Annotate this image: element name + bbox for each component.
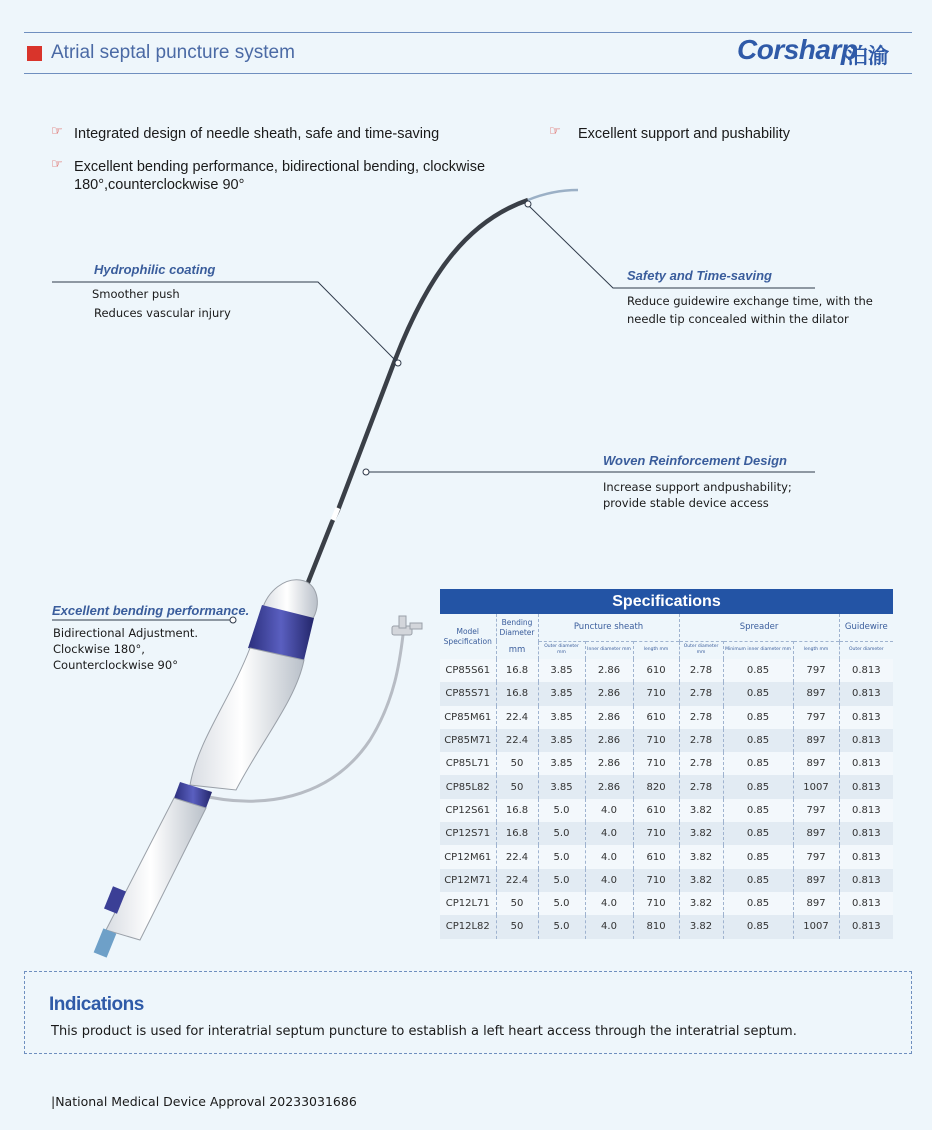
table-cell: 5.0 bbox=[538, 892, 585, 915]
table-cell: 3.85 bbox=[538, 752, 585, 775]
table-cell: 0.85 bbox=[723, 659, 793, 682]
table-cell: 50 bbox=[496, 915, 538, 938]
table-cell: 797 bbox=[793, 799, 839, 822]
table-cell: 3.82 bbox=[679, 822, 723, 845]
table-row bbox=[440, 915, 893, 938]
table-cell: 22.4 bbox=[496, 869, 538, 892]
table-cell: 610 bbox=[633, 659, 679, 682]
callout-text-line: Bidirectional Adjustment. bbox=[53, 626, 199, 640]
table-cell: 3.82 bbox=[679, 799, 723, 822]
table-cell: 2.86 bbox=[585, 752, 633, 775]
table-cell: 820 bbox=[633, 775, 679, 798]
feature-item: Excellent bending performance, bidirectional bending, clockwise bbox=[74, 159, 486, 175]
callout-text-line: Smoother push bbox=[92, 287, 180, 301]
table-row bbox=[440, 775, 893, 798]
callout-text-line: Reduce guidewire exchange time, with the bbox=[627, 294, 873, 308]
header-ps-length: length mm bbox=[633, 641, 679, 659]
table-cell: 1007 bbox=[793, 775, 839, 798]
table-cell: 2.78 bbox=[679, 775, 723, 798]
table-cell: 897 bbox=[793, 869, 839, 892]
table-cell: 710 bbox=[633, 892, 679, 915]
table-cell: CP12L71 bbox=[440, 892, 496, 915]
table-cell: 0.813 bbox=[839, 775, 893, 798]
table-cell: 810 bbox=[633, 915, 679, 938]
feature-item-continued: 180°,counterclockwise 90° bbox=[74, 177, 245, 193]
needle-tip bbox=[528, 190, 578, 200]
table-cell: 2.86 bbox=[585, 706, 633, 729]
table-cell: 5.0 bbox=[538, 822, 585, 845]
table-cell: 3.85 bbox=[538, 706, 585, 729]
table-row bbox=[440, 659, 893, 682]
table-cell: 0.813 bbox=[839, 752, 893, 775]
table-cell: 5.0 bbox=[538, 845, 585, 868]
table-cell: 50 bbox=[496, 892, 538, 915]
table-cell: 0.813 bbox=[839, 869, 893, 892]
table-cell: CP85S61 bbox=[440, 659, 496, 682]
table-cell: 3.82 bbox=[679, 869, 723, 892]
table-cell: 797 bbox=[793, 845, 839, 868]
feature-item: Excellent support and pushability bbox=[578, 126, 790, 142]
table-cell: 0.85 bbox=[723, 845, 793, 868]
table-cell: 22.4 bbox=[496, 845, 538, 868]
table-cell: 5.0 bbox=[538, 799, 585, 822]
table-cell: 2.78 bbox=[679, 752, 723, 775]
table-cell: CP85L82 bbox=[440, 775, 496, 798]
table-cell: CP12L82 bbox=[440, 915, 496, 938]
table-cell: 16.8 bbox=[496, 659, 538, 682]
callout-text-line: Counterclockwise 90° bbox=[53, 658, 178, 672]
handle-body bbox=[190, 648, 304, 790]
callout-title-bending: Excellent bending performance. bbox=[52, 603, 250, 618]
table-cell: 2.78 bbox=[679, 659, 723, 682]
table-cell: CP12M61 bbox=[440, 845, 496, 868]
table-cell: 0.813 bbox=[839, 729, 893, 752]
table-cell: 897 bbox=[793, 892, 839, 915]
table-cell: 0.85 bbox=[723, 729, 793, 752]
indications-box bbox=[24, 971, 912, 1054]
table-cell: 897 bbox=[793, 822, 839, 845]
table-row bbox=[440, 845, 893, 868]
table-row bbox=[440, 706, 893, 729]
table-cell: 0.85 bbox=[723, 706, 793, 729]
table-cell: CP85M61 bbox=[440, 706, 496, 729]
table-cell: 710 bbox=[633, 682, 679, 705]
table-cell: 2.86 bbox=[585, 729, 633, 752]
header-guidewire: Guidewire bbox=[844, 622, 888, 633]
table-cell: 0.85 bbox=[723, 869, 793, 892]
table-cell: 2.78 bbox=[679, 706, 723, 729]
table-cell: 5.0 bbox=[538, 869, 585, 892]
table-cell: 610 bbox=[633, 706, 679, 729]
table-cell: 50 bbox=[496, 752, 538, 775]
table-cell: 797 bbox=[793, 659, 839, 682]
table-cell: 0.85 bbox=[723, 752, 793, 775]
table-cell: CP85S71 bbox=[440, 682, 496, 705]
page-title: Atrial septal puncture system bbox=[51, 42, 295, 63]
table-cell: 3.82 bbox=[679, 892, 723, 915]
table-cell: 2.86 bbox=[585, 775, 633, 798]
table-row bbox=[440, 752, 893, 775]
table-cell: 0.813 bbox=[839, 845, 893, 868]
table-cell: 22.4 bbox=[496, 729, 538, 752]
table-cell: 3.85 bbox=[538, 775, 585, 798]
header-puncture-sheath: Puncture sheath bbox=[538, 614, 679, 641]
table-cell: 3.82 bbox=[679, 915, 723, 938]
table-cell: 2.78 bbox=[679, 729, 723, 752]
table-cell: 0.85 bbox=[723, 682, 793, 705]
header-ps-outer: Outer diameter mm bbox=[538, 641, 585, 659]
table-cell: 4.0 bbox=[585, 915, 633, 938]
table-cell: 0.85 bbox=[723, 822, 793, 845]
table-cell: 16.8 bbox=[496, 822, 538, 845]
table-row bbox=[440, 892, 893, 915]
table-cell: CP85L71 bbox=[440, 752, 496, 775]
table-cell: CP12M71 bbox=[440, 869, 496, 892]
table-cell: 3.82 bbox=[679, 845, 723, 868]
pointing-hand-icon: ☞ bbox=[51, 124, 63, 139]
table-cell: 0.85 bbox=[723, 915, 793, 938]
table-cell: 3.85 bbox=[538, 659, 585, 682]
callout-title-hydrophilic: Hydrophilic coating bbox=[94, 262, 216, 277]
specifications-table bbox=[440, 589, 893, 939]
table-cell: 610 bbox=[633, 845, 679, 868]
table-cell: 0.85 bbox=[723, 799, 793, 822]
table-cell: 0.813 bbox=[839, 659, 893, 682]
table-cell: CP12S61 bbox=[440, 799, 496, 822]
table-cell: 1007 bbox=[793, 915, 839, 938]
header-sp-min-inner: Minimum inner diameter mm bbox=[723, 641, 793, 659]
header-bending: Bending Diameter bbox=[496, 614, 538, 641]
table-cell: CP85M71 bbox=[440, 729, 496, 752]
table-cell: 4.0 bbox=[585, 845, 633, 868]
table-cell: 797 bbox=[793, 706, 839, 729]
callout-text-line: Increase support andpushability; bbox=[603, 480, 792, 494]
header-ps-inner: Inner diameter mm bbox=[585, 641, 633, 659]
table-cell: 4.0 bbox=[585, 822, 633, 845]
approval-number: |National Medical Device Approval 20233031686 bbox=[51, 1094, 357, 1109]
table-cell: 3.85 bbox=[538, 682, 585, 705]
callout-text-line: Reduces vascular injury bbox=[94, 306, 231, 320]
table-cell: 710 bbox=[633, 869, 679, 892]
feature-item: Integrated design of needle sheath, safe and time-saving bbox=[74, 126, 440, 142]
specifications-title: Specifications bbox=[440, 589, 893, 614]
table-cell: 4.0 bbox=[585, 869, 633, 892]
table-cell: 710 bbox=[633, 822, 679, 845]
table-row bbox=[440, 869, 893, 892]
brand-logo-chinese: 泊渝 bbox=[847, 44, 889, 68]
table-cell: 16.8 bbox=[496, 799, 538, 822]
table-cell: 2.78 bbox=[679, 682, 723, 705]
table-cell: 0.813 bbox=[839, 892, 893, 915]
table-cell: 0.813 bbox=[839, 682, 893, 705]
stopcock bbox=[392, 616, 422, 635]
table-cell: 4.0 bbox=[585, 799, 633, 822]
table-cell: 2.86 bbox=[585, 682, 633, 705]
table-row bbox=[440, 799, 893, 822]
table-cell: 710 bbox=[633, 729, 679, 752]
table-cell: 897 bbox=[793, 729, 839, 752]
handle-grip bbox=[106, 798, 206, 940]
pointing-hand-icon: ☞ bbox=[549, 124, 561, 139]
table-cell: 897 bbox=[793, 682, 839, 705]
table-cell: 4.0 bbox=[585, 892, 633, 915]
table-cell: 0.813 bbox=[839, 706, 893, 729]
table-cell: 3.85 bbox=[538, 729, 585, 752]
table-cell: 5.0 bbox=[538, 915, 585, 938]
sheath-shaft bbox=[305, 200, 528, 590]
callout-text-line: provide stable device access bbox=[603, 496, 769, 510]
table-cell: 0.813 bbox=[839, 822, 893, 845]
brand-logo: Corsharp bbox=[737, 34, 858, 65]
table-cell: 897 bbox=[793, 752, 839, 775]
table-cell: 2.86 bbox=[585, 659, 633, 682]
callout-title-safety: Safety and Time-saving bbox=[627, 268, 772, 283]
header-model: Model Specification bbox=[440, 614, 496, 659]
table-row bbox=[440, 682, 893, 705]
header-gw-outer: Outer diameter bbox=[839, 641, 893, 659]
table-cell: 22.4 bbox=[496, 706, 538, 729]
header-spreader: Spreader bbox=[679, 614, 839, 641]
table-cell: 710 bbox=[633, 752, 679, 775]
table-cell: 16.8 bbox=[496, 682, 538, 705]
callout-text-line: Clockwise 180°, bbox=[53, 642, 145, 656]
luer-connector bbox=[94, 928, 117, 957]
callout-title-woven: Woven Reinforcement Design bbox=[603, 453, 787, 468]
table-cell: CP12S71 bbox=[440, 822, 496, 845]
table-cell: 50 bbox=[496, 775, 538, 798]
table-row bbox=[440, 822, 893, 845]
callout-text-line: needle tip concealed within the dilator bbox=[627, 312, 849, 326]
indications-title: Indications bbox=[49, 994, 144, 1015]
pointing-hand-icon: ☞ bbox=[51, 157, 63, 172]
specifications-body bbox=[440, 659, 893, 939]
table-cell: 0.85 bbox=[723, 892, 793, 915]
table-cell: 0.813 bbox=[839, 799, 893, 822]
header-sp-length: length mm bbox=[793, 641, 839, 659]
indications-text: This product is used for interatrial septum puncture to establish a left heart access through the interatrial septum. bbox=[51, 1024, 797, 1039]
table-row bbox=[440, 729, 893, 752]
header-sp-outer: Outer diameter mm bbox=[679, 641, 723, 659]
header-bending-unit: mm bbox=[496, 641, 538, 659]
table-cell: 0.85 bbox=[723, 775, 793, 798]
table-cell: 0.813 bbox=[839, 915, 893, 938]
table-cell: 610 bbox=[633, 799, 679, 822]
